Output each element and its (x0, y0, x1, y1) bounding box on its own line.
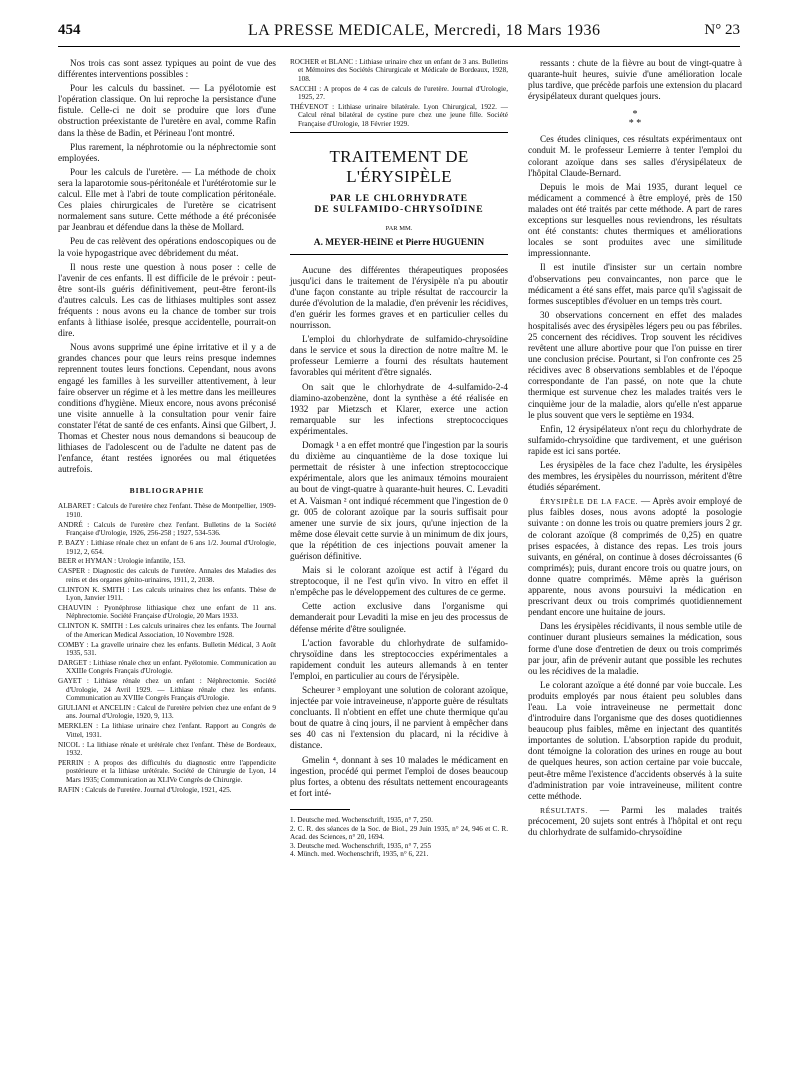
runin-heading-results: RÉSULTATS. (540, 805, 588, 815)
paragraph: Le colorant azoïque a été donné par voie buccale. Les produits employés par nous étaient peu solubles dans l'eau. La voie intraveineuse ne permettait donc d'introduire dans l'organisme que des doses quotidiennes beaucoup plus faibles, même en injectant des quantités importantes de solution. L'absorption rapide du produit, dont témoigne la coloration des urines en rouge au bout de quelques heures, son action certaine par voie buccale, peut-être même l'existence d'accidents observés à la suite d'administration par voie intraveineuse, militent contre cette méthode. (528, 679, 742, 801)
footnote: 3. Deutsche med. Wochenschrift, 1935, n° 7, 255 (290, 841, 432, 850)
bibliography-entry: CHAUVIN : Pyonéphrose lithiasique chez une enfant de 11 ans. Néphrectomie. Société Française d'Urologie, 20 Mars 1933. (58, 603, 276, 621)
paragraph: Nous avons supprimé une épine irritative et il y a de grandes chances pour que leurs reins presque indemnes reprennent toutes leurs fonctions. Cependant, nous avons engagé les familles à les surveiller attentivement, à leur faire observer un régime et à les mettre dans les meilleures conditions d'hygiène. Mieux encore, nous avons préconisé une visite annuelle à la consultation pour venir faire constater l'état de santé de ces enfants. Ainsi que Gilbert, J. Thomas et Chester nous nous demandons si beaucoup de lithiases de l'adolescent ou de l'adulte ne datent pas de l'enfance, étant restées ignorées ou mal étiquetées autrefois. (58, 342, 276, 475)
bibliography-entry: BEER et HYMAN : Urologie infantile, 153. (58, 557, 186, 566)
article-header-divider (290, 254, 508, 255)
paragraph: Il est inutile d'insister sur un certain nombre d'observations peu convaincantes, non parce que le médicament a été sans effet, mais parce qu'il s'agissait de formes susceptibles d'évoluer en un temps très court. (528, 262, 742, 306)
paragraph-results-text: — Parmi les malades traités précocement, 20 sujets sont entrés à l'hôpital et ont reçu du chlorhydrate de sulfamido-chrysoïdine (528, 804, 742, 837)
column-left (58, 58, 276, 795)
page-number: 454 (58, 22, 81, 38)
bibliography-entry: SACCHI : A propos de 4 cas de calculs de l'uretère. Journal d'Urologie, 1925, 27. (290, 84, 508, 102)
footnotes (290, 816, 508, 859)
paragraph: Ces études cliniques, ces résultats expérimentaux ont conduit M. le professeur Lemierre à tenter l'emploi du colorant azoïque dans ses salles d'érysipélateux de l'hôpital Claude-Bernard. (528, 134, 742, 178)
paragraph: ressants : chute de la fièvre au bout de vingt-quatre à quarante-huit heures, suivie d'une amélioration locale plus tardive, que précède parfois une extension du placard érysipélateux durant quelques jours. (528, 58, 742, 102)
bibliography-entry: PERRIN : A propos des difficultés du diagnostic entre l'appendicite postérieure et la lithiase urétérale. Société de Chirurgie de Lyon, 14 Mars 1935; Communication au XLIVe Congrès de Chirurgie. (58, 758, 276, 784)
bibliography-entry: MERKLEN : La lithiase urinaire chez l'enfant. Rapport au Congrès de Vittel, 1931. (58, 722, 276, 739)
bibliography-entry: COMBY : La gravelle urinaire chez les enfants. Bulletin Médical, 3 Août 1935, 531. (58, 640, 276, 657)
paragraph: Scheurer ³ employant une solution de colorant azoïque, injectée par voie intraveineuse, n'apporte guère de résultats concluants. Il n'obtient en effet une chute thermique qu'au bout de quatre à cinq jours, il ne parvient à empêcher dans ses 40 cas ni l'extension du placard, ni la récidive à distance. (290, 685, 508, 751)
bibliography-entry: RAFIN : Calculs de l'uretère. Journal d'Urologie, 1921, 425. (58, 785, 232, 794)
bibliography-entry: GIULIANI et ANCELIN : Calcul de l'uretère pelvien chez une enfant de 9 ans. Journal d'Urologie, 1920, 9, 113. (58, 703, 276, 721)
paragraph: Domagk ¹ a en effet montré que l'ingestion par la souris du dixième au cinquantième de la dose toxique lui permettait de résister à une infection streptococcique expérimentale, alors que les animaux témoins mouraient au bout de vingt-quatre à quarante-huit heures. C. Levaditi et A. Vaisman ² ont indiqué récemment que l'ingestion de 0 gr. 005 de colorant azoïque par la souris suffisait pour amener une survie de six jours, qu'une injection de la même dose élevait cette survie à un minimum de dix jours, que la répétition de ces injections pouvait amener la guérison définitive. (290, 440, 508, 561)
paragraph-face-text: — Après avoir employé de plus faibles doses, nous avons adopté la posologie suivante : on donne les trois ou quatre premiers jours 2 gr. de colorant azoïque (8 comprimés de 0,25) en quatre prises espacées, à distance des repas. Les trois jours suivants, en général, on continue à doses décroissantes (6 comprimés); puis, durant encore trois ou quatre jours, on donne quatre comprimés. Même après la guérison apparente, nous avons poursuivi la médication en prescrivant deux ou trois comprimés quotidiennement pendant encore une huitaine de jours. (528, 496, 742, 618)
bibliography-entry: DARGET : Lithiase rénale chez un enfant. Pyélotomie. Communication au XXIIIe Congrès Français d'Urologie. (58, 658, 276, 676)
paragraph: Aucune des différentes thérapeutiques proposées jusqu'ici dans le traitement de l'érysipèle n'a pu aboutir d'une façon constante au triple résultat de raccourcir la durée d'évolution de la maladie, d'en prévenir les récidives, d'en guérir les formes graves et en particulier celles du nourrisson. (290, 264, 508, 331)
column-right (528, 58, 742, 841)
bibliography-entry: ALBARET : Calculs de l'uretère chez l'enfant. Thèse de Montpellier, 1909-1910. (58, 502, 276, 519)
journal-title: LA PRESSE MEDICALE, Mercredi, 18 Mars 1936 (248, 22, 601, 39)
article-subtitle (290, 193, 508, 215)
bibliography-entry: THÉVENOT : Lithiase urinaire bilatérale. Lyon Chirurgical, 1922. — Calcul rénal bilatéral de cystine pure chez une jeune fille. Société Française d'Urologie, 18 Février 1929. (290, 103, 508, 128)
bibliography-list (58, 502, 276, 794)
article-divider (290, 132, 508, 133)
article-body-part-1 (290, 265, 508, 799)
paragraph-face (528, 496, 742, 618)
paragraph: Nos trois cas sont assez typiques au point de vue des différentes interventions possibles : (58, 58, 276, 80)
column-left-text (58, 58, 276, 475)
bibliography-entry: P. BAZY : Lithiase rénale chez un enfant de 6 ans 1/2. Journal d'Urologie, 1912, 2, 654. (58, 539, 276, 556)
article-body-part-4 (528, 621, 742, 802)
bibliography-entry: ANDRÉ : Calculs de l'uretère chez l'enfant. Bulletins de la Société Française d'Urologie, 1926, 256-258 ; 1927, 534-536. (58, 520, 276, 538)
article-subtitle-line-2: DE SULFAMIDO-CHRYSOÏDINE (314, 204, 484, 216)
bibliography-entry: CASPER : Diagnostic des calculs de l'uretère. Annales des Maladies des reins et des organes génito-urinaires, 1911, 2, 2038. (58, 567, 276, 584)
paragraph: Les érysipèles de la face chez l'adulte, les érysipèles des membres, les érysipèles du nourrisson, méritent d'être étudiés séparément. (528, 460, 742, 493)
footnote: 4. Münch. med. Wochenschrift, 1935, n° 6, 221. (290, 850, 429, 859)
bibliography-continued (290, 58, 508, 128)
bibliography-entry: ROCHER et BLANC : Lithiase urinaire chez un enfant de 3 ans. Bulletins et Mémoires des Sociétés Chirurgicale et Médicale de Bordeaux, 1928, 108. (290, 58, 508, 83)
footnote-divider (290, 809, 350, 810)
bibliography-entry: CLINTON K. SMITH : Les calculs urinaires chez les enfants. The Journal of the American Medical Association, 10 Novembre 1928. (58, 622, 276, 639)
article-body-part-2 (528, 58, 742, 102)
paragraph: L'emploi du chlorhydrate de sulfamido-chrysoïdine dans le service et sous la direction de notre maître M. le professeur Lemierre a fourni des résultats hautement favorables qui méritent d'être signalés. (290, 334, 508, 378)
paragraph: Dans les érysipèles récidivants, il nous semble utile de continuer durant plusieurs semaines la médication, sous forme d'une dose d'entretien de deux ou trois comprimés par jour, afin de prévenir autant que possible les rechutes ou les récidives de la maladie. (528, 621, 742, 676)
paragraph: Pour les calculs du bassinet. — La pyélotomie est l'opération classique. On lui reproche la persistance d'une fistule. Celle-ci ne doit se produire que lors d'une obstruction préexistante de l'uretère en aval, comme Rafin dans la thèse de Badin, et Périneau l'ont montré. (58, 83, 276, 138)
section-separator-stars: * * * (628, 109, 642, 130)
page-header (58, 20, 740, 47)
article-subtitle-line-1: PAR LE CHLORHYDRATE (329, 193, 469, 205)
article-authors: A. MEYER-HEINE et Pierre HUGUENIN (313, 237, 485, 248)
paragraph: L'action favorable du chlorhydrate de sulfamido-chrysoïdine dans les streptococcies expérimentales a rapidement conduit les auteurs allemands à en tenter l'emploi, en particulier au cours de l'érysipèle. (290, 637, 508, 681)
bibliography-entry: CLINTON K. SMITH : Les calculs urinaires chez les enfants. Thèse de Lyon, Janvier 1911. (58, 585, 276, 603)
footnote: 1. Deutsche med. Wochenschrift, 1935, n° 7, 250. (290, 815, 433, 824)
bibliography-entry: GAYET : Lithiase rénale chez un enfant : Néphrectomie. Société d'Urologie, 24 Avril 1929. — Lithiase rénale chez les enfants. Communication au XVIIIe Congrès Français d'Urologie. (58, 677, 276, 702)
paragraph: Plus rarement, la néphrotomie ou la néphrectomie sont employées. (58, 141, 276, 163)
paragraph: Mais si le colorant azoïque est actif à l'égard du streptocoque, il ne l'est qu'in vivo. In vitro en effet il n'empêche pas le développement des cultures de ce germe. (290, 565, 508, 598)
article-by-line: PAR MM. (385, 225, 413, 233)
paragraph: Cette action exclusive dans l'organisme qui demanderait pour Levaditi la mise en jeu des processus de défense mérite d'être soulignée. (290, 601, 508, 634)
runin-heading-face: ÉRYSIPÈLE DE LA FACE. (540, 497, 639, 507)
article-body-part-3 (528, 134, 742, 493)
paragraph: On sait que le chlorhydrate de 4-sulfamido-2-4 diamino-azobenzène, dont la synthèse a été réalisée en 1932 par Mietzsch et Klarer, exerce une action remarquable sur les infections streptococciques expérimentales. (290, 381, 508, 436)
paragraph: 30 observations concernent en effet des malades hospitalisés avec des érysipèles légers peu ou pas fébriles. 25 concernent des récidives. Trop souvent les récidives revêtent une allure abortive pour que l'on puisse en tirer une conclusion précise. Pourtant, si l'on confronte ces 25 récidives avec 8 observations semblables et de l'époque correspondante de l'an passé, on note que la chute thermique est survenue chez les malades traités vers le cinquième jour de la maladie, alors qu'elle n'est apparue le plus souvent que vers le septième en 1934. (528, 309, 742, 420)
article-title: TRAITEMENT DE L'ÉRYSIPÈLE (329, 147, 469, 187)
paragraph-results (528, 805, 742, 838)
paragraph: Pour les calculs de l'uretère. — La méthode de choix sera la laparotomie sous-péritonéale et l'urétérotomie sur le calcul. Elle met à l'abri de toute complication péritonéale. Ces plaies chirurgicales de l'uretère se cicatrisent normalement sans suture. Cette méthode a été préconisée par Jeanbrau et défendue dans la thèse de Mollard. (58, 166, 276, 233)
issue-number: N° 23 (704, 22, 740, 38)
paragraph: Enfin, 12 érysipélateux n'ont reçu du chlorhydrate de sulfamido-chrysoïdine que tardivement, et une guérison rapide est ici sans portée. (528, 423, 742, 456)
bibliography-heading: BIBLIOGRAPHIE (129, 486, 205, 496)
column-middle (290, 58, 508, 859)
footnote: 2. C. R. des séances de la Soc. de Biol., 29 Juin 1935, n° 24, 946 et C. R. Acad. des Sciences, n° 20, 1694. (290, 824, 508, 842)
paragraph: Gmelin ⁴, donnant à ses 10 malades le médicament en ingestion, procédé qui permet l'emploi de doses beaucoup plus fortes, a obtenu des résultats nettement encourageants et fort inté- (290, 754, 508, 798)
paragraph: Depuis le mois de Mai 1935, durant lequel ce médicament a commencé à être employé, près de 150 malades ont été traités par cette méthode. A part de rares exceptions sur lesquelles nous reviendrons, les résultats ont été constants: chutes thermiques et améliorations locales se sont produites avec une similitude impressionnante. (528, 181, 742, 259)
paragraph: Il nous reste une question à nous poser : celle de l'avenir de ces enfants. Il est difficile de le prévoir : peut-être sont-ils guéris définitivement, peut-être feront-ils d'autres calculs. Les cas de lithiases multiples sont assez fréquents : nous avons eu la chance de tomber sur trois enfants à lithiase isolée, presque accidentelle, pourrait-on dire. (58, 261, 276, 339)
paragraph: Peu de cas relèvent des opérations endoscopiques ou de la voie hypogastrique avec débridement du méat. (58, 236, 276, 258)
bibliography-entry: NICOL : La lithiase rénale et urétérale chez l'enfant. Thèse de Bordeaux, 1932. (58, 740, 276, 757)
